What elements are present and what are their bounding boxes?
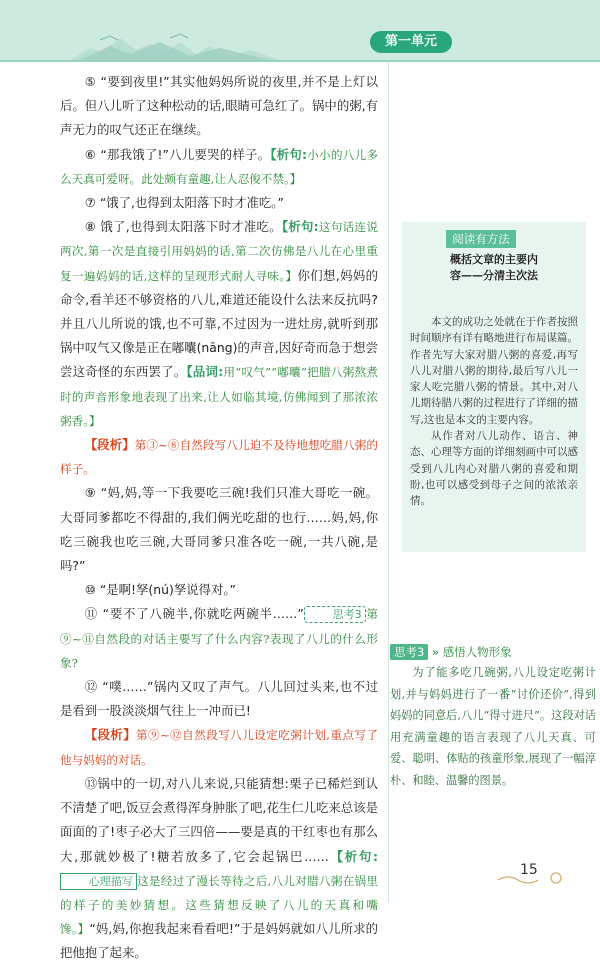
paragraph-8-text: ⑧ 饿了,也得到太阳落下时才准吃。 xyxy=(84,219,282,235)
analysis-comment: 这是经过了漫长等待之后,八儿对腊八粥在锅里的样子的美妙猜想。这些猜想反映了八儿的天真和嘴馋。】 xyxy=(60,873,378,937)
word-analysis-label: 【品词: xyxy=(186,364,224,380)
mountain-decoration xyxy=(70,30,280,60)
word-analysis-comment: 用“叹气”“嘟囔”把腊八粥熬煮时的声音形象地表现了出来,让人如临其境,仿佛闻到了那浓浓粥香。】 xyxy=(60,365,378,428)
think-answer-heading xyxy=(390,644,512,660)
column-divider xyxy=(388,62,389,902)
paragraph-9: ⑨ “妈,妈,等一下我要吃三碗!我们只准大哥吃一碗。大哥同爹都吃不得甜的,我们俩光吃甜的也行……妈,妈,你吃三碗我也吃三碗,大哥同爹只准各吃一碗,一共八碗,是吗?” xyxy=(60,485,378,574)
section-analysis-text: 第③~⑧自然段写八儿迫不及待地想吃腊八粥的样子。 xyxy=(60,438,378,477)
side-column xyxy=(388,62,600,893)
paragraph-11-text: ⑪ “要不了八碗半,你就吃两碗半……” xyxy=(84,606,304,622)
reading-method-subtitle xyxy=(402,252,586,284)
section-analysis-label: 【段析】 xyxy=(84,727,137,743)
paragraph-13-end: “妈,妈,你抱我起来看看吧!”于是妈妈就如八儿所求的把他抱了起来。 xyxy=(60,921,379,961)
reading-method-body xyxy=(410,314,578,510)
page-number: 15 xyxy=(520,862,538,878)
think-question-tag: 思考3 xyxy=(304,606,366,623)
section-analysis-label: 【段析】 xyxy=(84,437,135,453)
paragraph-12: ⑫ “噗……”锅内又叹了声气。八儿回过头来,也不过是看到一股淡淡烟气往上一冲而已! xyxy=(60,679,378,719)
paragraph-10: ⑩ “是啊!孥(nú)孥说得对。” xyxy=(84,582,236,598)
paragraph-13-text: ⑬锅中的一切,对八儿来说,只能猜想:栗子已稀烂到认不清楚了吧,饭豆会煮得浑身肿胀了吧,花生仁儿吃来总该是面面的了!枣子必大了三四倍——要是真的干红枣也有那么大,那就妙极了!糖若放多了,它会起锅巴…… xyxy=(60,775,378,864)
paragraph-6 xyxy=(60,143,378,191)
analysis-comment: 小小的八儿多么天真可爱呀。此处颇有童趣,让人忍俊不禁。】 xyxy=(60,147,378,186)
paragraph-11 xyxy=(60,602,378,675)
psychology-tag: 心理描写 xyxy=(60,873,137,890)
main-text-column xyxy=(60,70,379,961)
paragraph-7: ⑦ “饿了,也得到太阳落下时才准吃。” xyxy=(84,195,284,211)
paragraph-13 xyxy=(60,772,378,966)
analysis-comment: 这句话连说两次,第一次是直接引用妈妈的话,第二次仿佛是八儿在心里重复一遍妈妈的话,这样的呈现形式耐人寻味。】 xyxy=(60,220,378,283)
paragraph-8 xyxy=(60,215,378,433)
page-header xyxy=(0,0,600,62)
paragraph-8-text-2: 你们想,妈妈的命令,看羊还不够资格的八儿,难道还能设什么法来反抗吗?并且八儿所说的饿,也不可靠,不过因为一进灶房,就听到那锅中叹气又像是正在嘟囔(nāng)的声音,因好奇而急于想尝尝这奇怪的东西罢了。 xyxy=(60,267,378,380)
section-analysis-1 xyxy=(60,433,378,481)
section-analysis-2 xyxy=(60,723,378,771)
reading-method-subtitle-line2: 容——分清主次法 xyxy=(450,269,538,282)
paragraph-6-text: ⑥ “那我饿了!”八儿要哭的样子。 xyxy=(84,146,271,162)
chevrons-icon: » xyxy=(431,645,440,659)
reading-method-paragraph-2: 从作者对八儿动作、语言、神态、心理等方面的详细刻画中可以感受到八儿内心对腊八粥的喜爱和期盼,也可以感受到母子之间的浓浓亲情。 xyxy=(410,430,578,508)
section-analysis-text: 第⑨~⑫自然段写八儿设定吃粥计划,重点写了他与妈妈的对话。 xyxy=(60,728,379,767)
reading-method-subtitle-line1: 概括文章的主要内 xyxy=(450,253,538,266)
think-question-text: 第⑨~⑪自然段的对话主要写了什么内容?表现了八儿的什么形象? xyxy=(60,607,378,670)
analysis-label: 【析句: xyxy=(328,848,378,864)
analysis-label: 【析句: xyxy=(281,219,319,235)
think-answer-heading-text: 感悟人物形象 xyxy=(442,645,512,659)
paragraph-5: ⑤ “要到夜里!”其实他妈妈所说的夜里,并不是上灯以后。但八儿听了这种松动的话,眼睛可急红了。锅中的粥,有声无力的叹气还正在继续。 xyxy=(60,74,378,138)
reading-method-paragraph-1: 本文的成功之处就在于作者按照时间顺序有详有略地进行布局谋篇。作者先写大家对腊八粥的喜爱,再写八儿对腊八粥的期待,最后写八儿一家人吃完腊八粥的情景。其中,对八儿期待腊八粥的过程进行了详细的描写,这也是本文的主要内容。 xyxy=(410,316,578,426)
think-answer-body: 为了能多吃几碗粥,八儿设定吃粥计划,并与妈妈进行了一番“讨价还价”,得到妈妈的同意后,八儿“得寸进尺”。这段对话用充满童趣的语言表现了八儿天真、可爱、聪明、体贴的孩童形象,展现了一幅淳朴、和睦、温馨的图景。 xyxy=(390,666,596,787)
think-answer-tag: 思考3 xyxy=(390,644,428,660)
unit-label: 第一单元 xyxy=(370,31,452,53)
analysis-label: 【析句: xyxy=(270,146,307,162)
reading-method-title: 阅读有方法 xyxy=(446,230,516,248)
